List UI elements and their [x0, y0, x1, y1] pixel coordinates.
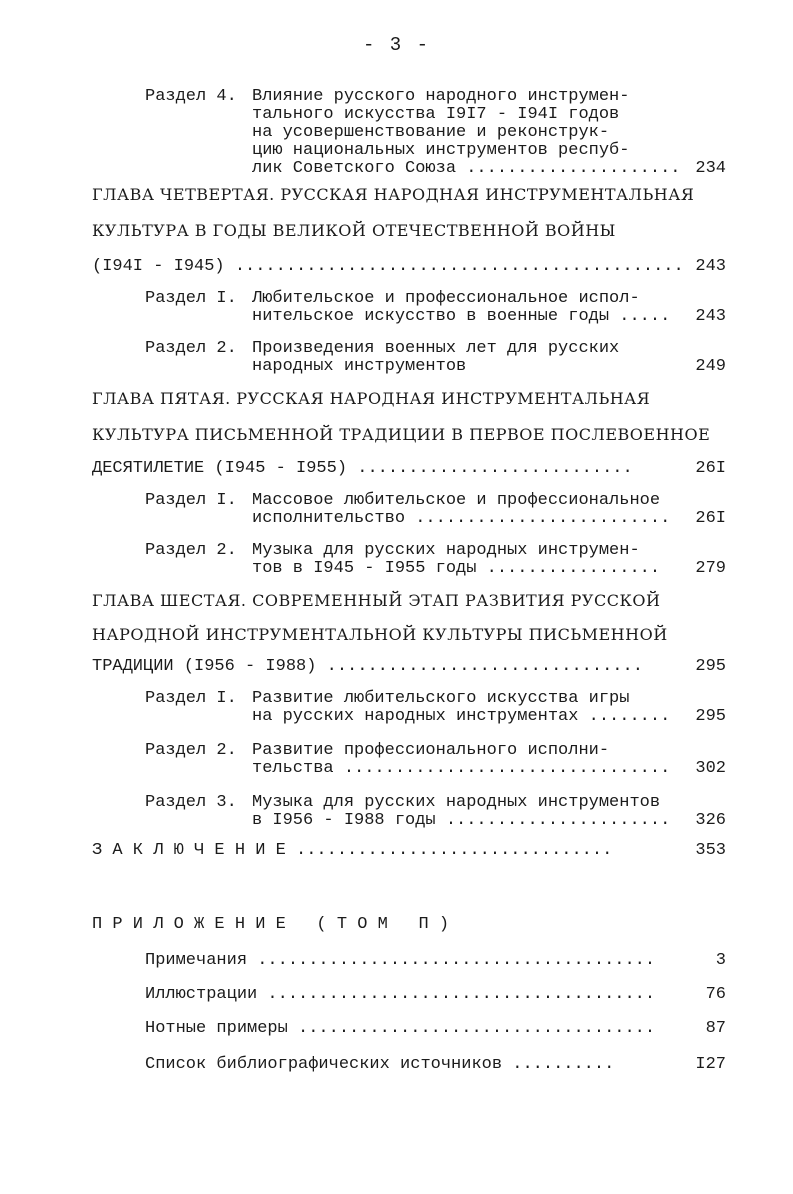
entry-line: Влияние русского народного инструмен- — [252, 87, 630, 106]
page-ref: 295 — [695, 657, 726, 676]
section-label: Раздел 4. — [145, 87, 237, 106]
chapter-title-line: НАРОДНОЙ ИНСТРУМЕНТАЛЬНОЙ КУЛЬТУРЫ ПИСЬМЕННОЙ — [92, 625, 668, 644]
appendix-item: Список библиографических источников .......... — [145, 1055, 615, 1074]
page-ref: 295 — [695, 707, 726, 726]
entry-line: Развитие профессионального исполни- — [252, 741, 610, 760]
page-ref: 87 — [705, 1019, 726, 1038]
appendix-item: Нотные примеры ................................... — [145, 1019, 656, 1038]
entry-line: Развитие любительского искусства игры — [252, 689, 630, 708]
chapter-title-line: ГЛАВА ПЯТАЯ. РУССКАЯ НАРОДНАЯ ИНСТРУМЕНТАЛЬНАЯ — [92, 389, 651, 408]
entry-line: народных инструментов — [252, 357, 467, 376]
section-label: Раздел 2. — [145, 339, 237, 358]
chapter-title-line: ГЛАВА ШЕСТАЯ. СОВРЕМЕННЫЙ ЭТАП РАЗВИТИЯ РУССКОЙ — [92, 591, 661, 610]
entry-line: тального искусства I9I7 - I94I годов — [252, 105, 620, 124]
entry-line: на русских народных инструментах ........ — [252, 707, 671, 726]
page-ref: 326 — [695, 811, 726, 830]
chapter-title-line: ТРАДИЦИИ (I956 - I988) ............................... — [92, 657, 643, 676]
page-ref: I27 — [695, 1055, 726, 1074]
section-label: Раздел I. — [145, 689, 237, 708]
page-ref: 279 — [695, 559, 726, 578]
chapter-title-line: ГЛАВА ЧЕТВЕРТАЯ. РУССКАЯ НАРОДНАЯ ИНСТРУМЕНТАЛЬНАЯ — [92, 185, 695, 204]
entry-line: Музыка для русских народных инструментов — [252, 793, 661, 812]
appendix-title: П Р И Л О Ж Е Н И Е ( Т О М П ) — [92, 915, 450, 934]
page-ref: 234 — [695, 159, 726, 178]
page-ref: 26I — [695, 509, 726, 528]
section-label: Раздел 3. — [145, 793, 237, 812]
chapter-title-line: ДЕСЯТИЛЕТИЕ (I945 - I955) ........................... — [92, 459, 633, 478]
conclusion-title: З А К Л Ю Ч Е Н И Е ............................... — [92, 841, 613, 860]
page-ref: 243 — [695, 307, 726, 326]
entry-line: Любительское и профессиональное испол- — [252, 289, 640, 308]
chapter-title-line: КУЛЬТУРА В ГОДЫ ВЕЛИКОЙ ОТЕЧЕСТВЕННОЙ ВОЙНЫ — [92, 221, 616, 240]
entry-line: лик Советского Союза ..................... — [252, 159, 681, 178]
section-label: Раздел 2. — [145, 741, 237, 760]
appendix-item: Примечания ....................................... — [145, 951, 656, 970]
entry-line: тельства ................................ — [252, 759, 671, 778]
page-ref: 302 — [695, 759, 726, 778]
entry-line: Массовое любительское и профессиональное — [252, 491, 661, 510]
chapter-title-line: (I94I - I945) ............................................ — [92, 257, 684, 276]
entry-line: в I956 - I988 годы ...................... — [252, 811, 671, 830]
section-label: Раздел I. — [145, 289, 237, 308]
page-number: - 3 - — [362, 34, 430, 56]
chapter-title-line: КУЛЬТУРА ПИСЬМЕННОЙ ТРАДИЦИИ В ПЕРВОЕ ПОСЛЕВОЕННОЕ — [92, 425, 711, 444]
page-ref: 249 — [695, 357, 726, 376]
page-ref: 353 — [695, 841, 726, 860]
page-ref: 26I — [695, 459, 726, 478]
entry-line: тов в I945 - I955 годы ................. — [252, 559, 661, 578]
section-label: Раздел 2. — [145, 541, 237, 560]
entry-line: исполнительство ......................... — [252, 509, 671, 528]
page-ref: 76 — [705, 985, 726, 1004]
page-ref: 3 — [715, 951, 726, 970]
entry-line: Произведения военных лет для русских — [252, 339, 620, 358]
entry-line: цию национальных инструментов респуб- — [252, 141, 630, 160]
entry-line: нительское искусство в военные годы ..... — [252, 307, 671, 326]
appendix-item: Иллюстрации ...................................... — [145, 985, 656, 1004]
section-label: Раздел I. — [145, 491, 237, 510]
entry-line: Музыка для русских народных инструмен- — [252, 541, 640, 560]
page-ref: 243 — [695, 257, 726, 276]
entry-line: на усовершенствование и реконструк- — [252, 123, 610, 142]
